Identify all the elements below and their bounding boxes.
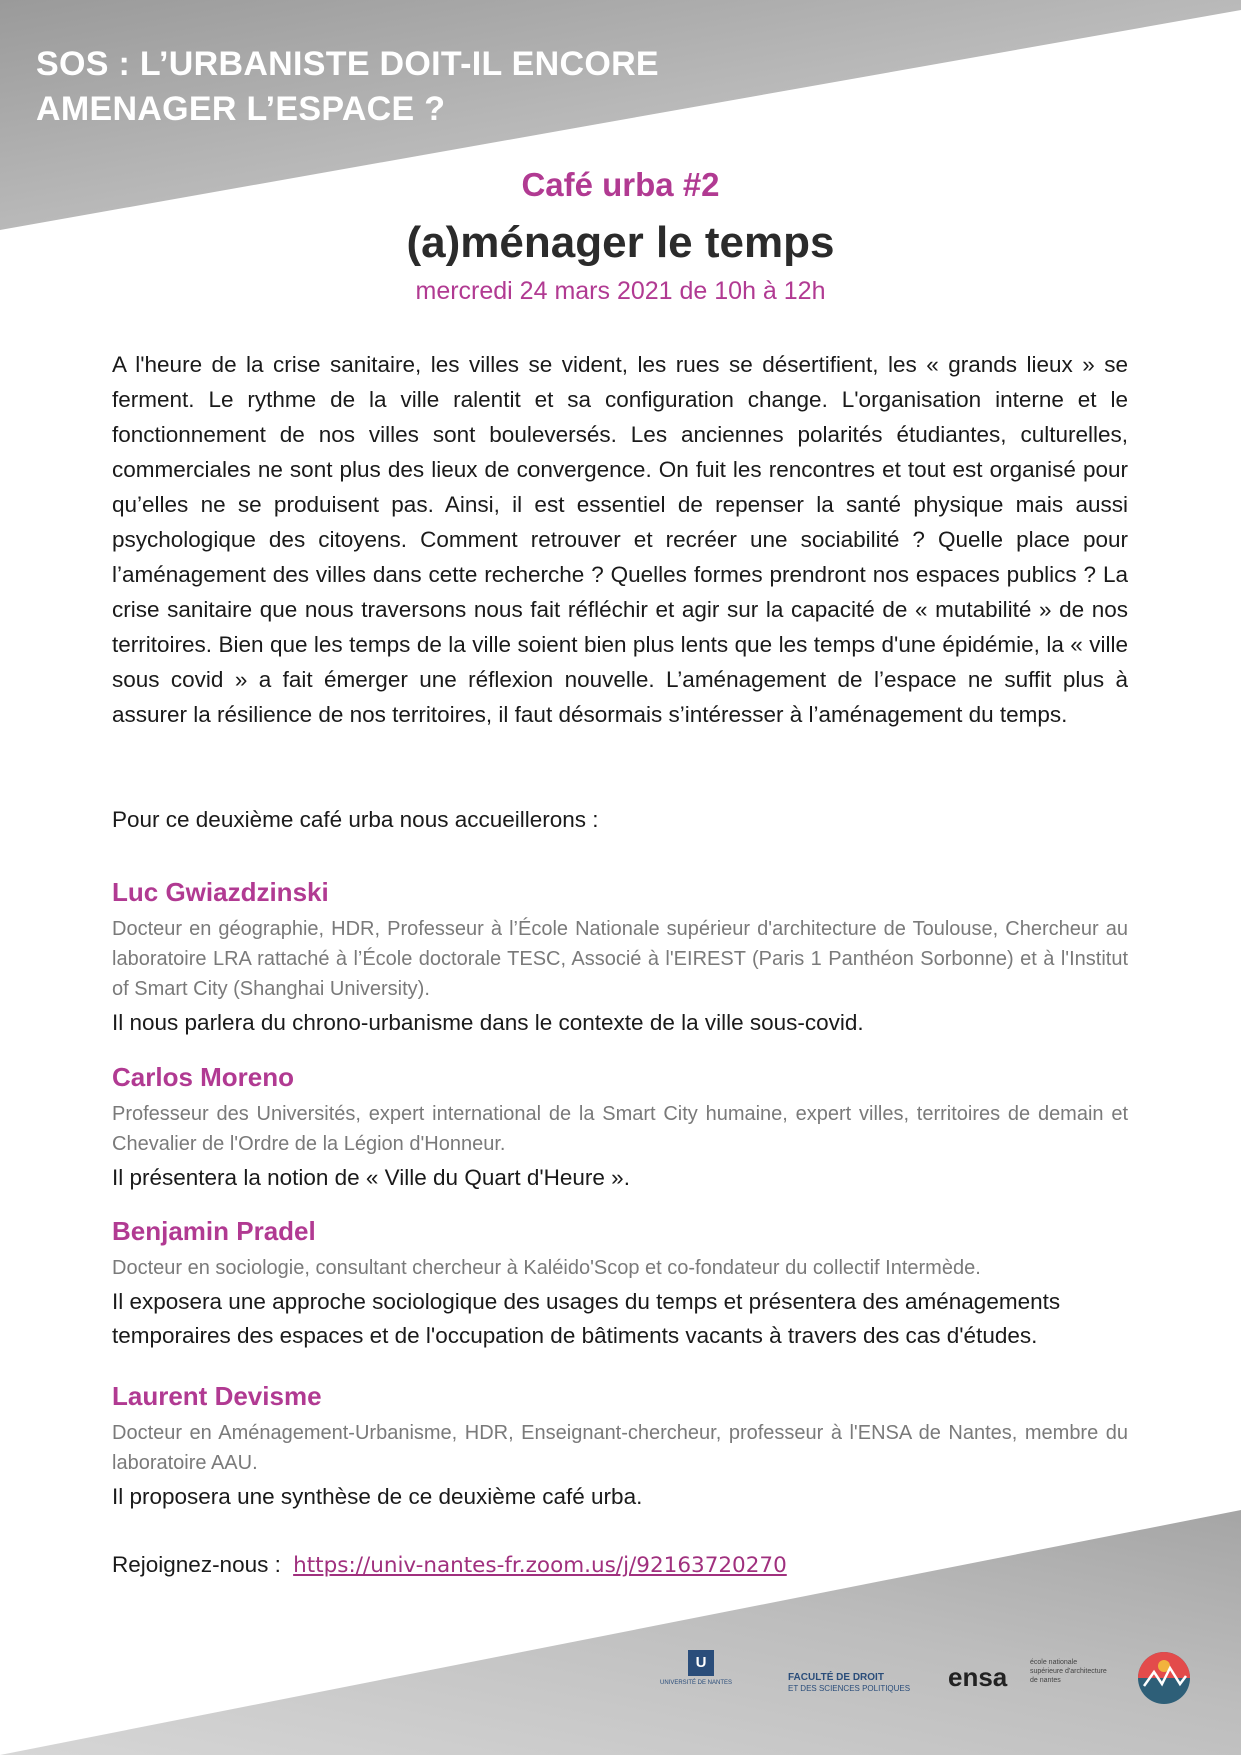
speaker-card <box>112 1216 1128 1353</box>
join-label: Rejoignez-nous : <box>112 1552 281 1577</box>
univ-nantes-logo <box>660 1650 740 1687</box>
speaker-topic: Il exposera une approche sociologique des usages du temps et présentera des aménagements temporaires des espaces et de l'occupation de bâtiments vacants à travers des cas d'études. <box>112 1289 1061 1348</box>
speaker-bio: Docteur en sociologie, consultant chercheur à Kaléido'Scop et co-fondateur du collectif Intermède. <box>112 1257 981 1279</box>
speaker-bio: Docteur en géographie, HDR, Professeur à l’École Nationale supérieur d'architecture de Toulouse, Chercheur au laboratoire LRA rattaché à l’École doctorale TESC, Associé à l'EIREST (Paris 1 Panthéon Sorbonne) et à l'Institut of Smart City (Shanghai University). <box>112 918 1128 1000</box>
speaker-bio: Docteur en Aménagement-Urbanisme, HDR, Enseignant-chercheur, professeur à l'ENSA de Nantes, membre du laboratoire AAU. <box>112 1422 1128 1474</box>
faculte-logo <box>788 1672 910 1694</box>
faculte-name: FACULTÉ DE DROIT <box>788 1672 884 1683</box>
speaker-topic: Il nous parlera du chrono-urbanisme dans le contexte de la ville sous-covid. <box>112 1010 864 1035</box>
partner-logos <box>640 1650 1200 1720</box>
speaker-card <box>112 1062 1128 1195</box>
event-subtitle: Café urba #2 <box>521 166 720 203</box>
speaker-topic: Il proposera une synthèse de ce deuxième café urba. <box>112 1484 643 1509</box>
univ-nantes-mark: U <box>688 1650 714 1676</box>
univ-nantes-text: UNIVERSITÉ DE NANTES <box>660 1680 733 1686</box>
speakers-lead: Pour ce deuxième café urba nous accueillerons : <box>112 807 599 832</box>
speaker-name: Laurent Devisme <box>112 1381 322 1411</box>
aau-logo-icon <box>1136 1650 1192 1706</box>
header-title-line1: SOS : L’URBANISTE DOIT-IL ENCORE <box>36 45 659 83</box>
event-date: mercredi 24 mars 2021 de 10h à 12h <box>415 277 826 305</box>
speaker-card <box>112 1381 1128 1514</box>
event-title: (a)ménager le temps <box>406 218 835 267</box>
ensa-caption: école nationale supérieure d'architecture de nantes <box>1030 1659 1107 1684</box>
ensa-logo: ensa <box>948 1662 1008 1692</box>
zoom-link[interactable]: https://univ-nantes-fr.zoom.us/j/92163720270 <box>293 1553 787 1578</box>
speaker-name: Luc Gwiazdzinski <box>112 877 329 907</box>
header-title-line2: AMENAGER L’ESPACE ? <box>36 90 446 128</box>
speaker-name: Benjamin Pradel <box>112 1216 316 1246</box>
intro-paragraph: A l'heure de la crise sanitaire, les villes se vident, les rues se désertifient, les « grands lieux » se ferment. Le rythme de la ville ralentit et sa configuration change. L'organisation interne et le fonctionnement de nos villes sont bouleversés. Les anciennes polarités étudiantes, culturelles, commerciales ne sont plus des lieux de convergence. On fuit les rencontres et tout est organisé pour qu’elles ne se produisent pas. Ainsi, il est essentiel de repenser la santé physique mais aussi psychologique des citoyens. Comment retrouver et recréer une sociabilité ? Quelle place pour l’aménagement des villes dans cette recherche ? Quelles formes prendront nos espaces publics ? La crise sanitaire que nous traversons nous fait réfléchir et agir sur la capacité de « mutabilité » de nos territoires. Bien que les temps de la ville soient bien plus lents que les temps d'une épidémie, la « ville sous covid » a fait émerger une réflexion nouvelle. L’aménagement de l’espace ne suffit plus à assurer la résilience de nos territoires, il faut désormais s’intéresser à l’aménagement du temps. <box>112 352 1128 727</box>
speaker-name: Carlos Moreno <box>112 1062 295 1092</box>
header-title <box>36 42 659 132</box>
speaker-bio: Professeur des Universités, expert international de la Smart City humaine, expert villes, territoires de demain et Chevalier de l'Ordre de la Légion d'Honneur. <box>112 1103 1128 1155</box>
faculte-subtitle: ET DES SCIENCES POLITIQUES <box>788 1684 911 1693</box>
join-line <box>112 1552 787 1578</box>
speaker-card <box>112 877 1128 1040</box>
speaker-topic: Il présentera la notion de « Ville du Quart d'Heure ». <box>112 1165 630 1190</box>
